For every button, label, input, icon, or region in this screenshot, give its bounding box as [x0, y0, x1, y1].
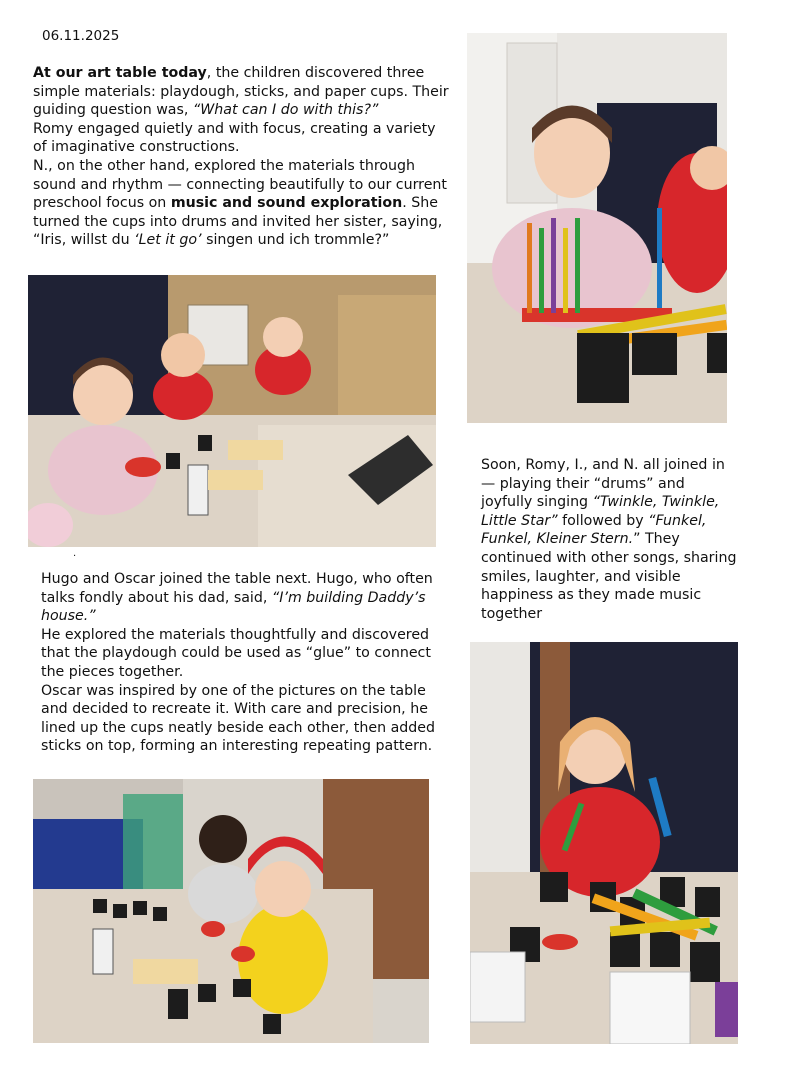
stray-mark: . — [73, 548, 77, 559]
songs-text — [481, 456, 739, 623]
photo-girls-at-art-table — [28, 275, 436, 547]
intro-paragraph-3: N., on the other hand, explored the materials through sound and rhythm — connecting beautifully to our current preschool focus on music and sound exploration. She turned the cups into drums and invited her sister, saying, “Iris, willst du ‘Let it go’ singen und ich trommle?” — [33, 157, 447, 249]
hugo-paragraph-1: Hugo and Oscar joined the table next. Hugo, who often talks fondly about his dad, said, “I’m building Daddy’s house.” — [41, 571, 433, 625]
date-label: 06.11.2025 — [42, 28, 120, 44]
intro-paragraph-2: Romy engaged quietly and with focus, creating a variety of imaginative constructions. — [33, 120, 436, 156]
oscar-paragraph: Oscar was inspired by one of the pictures on the table and decided to recreate it. With care and precision, he lined up the cups neatly beside each other, then added sticks on top, forming an interesting repeating pattern. — [41, 682, 436, 755]
hugo-oscar-text — [41, 570, 441, 756]
intro-paragraph-1: At our art table today, the children discovered three simple materials: playdough, sticks, and paper cups. Their guiding question was, “What can I do with this?” — [33, 65, 449, 119]
photo-girl-drumming — [470, 642, 738, 1044]
lead-bold: At our art table today — [33, 65, 207, 81]
photo-girl-with-sticks — [467, 33, 727, 423]
intro-text — [33, 64, 453, 250]
hugo-paragraph-2: He explored the materials thoughtfully and discovered that the playdough could be used as “glue” to connect the pieces together. — [41, 626, 431, 680]
songs-paragraph: Soon, Romy, I., and N. all joined in — playing their “drums” and joyfully singing “Twinkle, Twinkle, Little Star” followed by “Funkel, Funkel, Kleiner Stern.” They continued with other songs, sharing smiles, laughter, and visible happiness as they made music together — [481, 457, 737, 622]
photo-hugo-and-oscar — [33, 779, 429, 1043]
